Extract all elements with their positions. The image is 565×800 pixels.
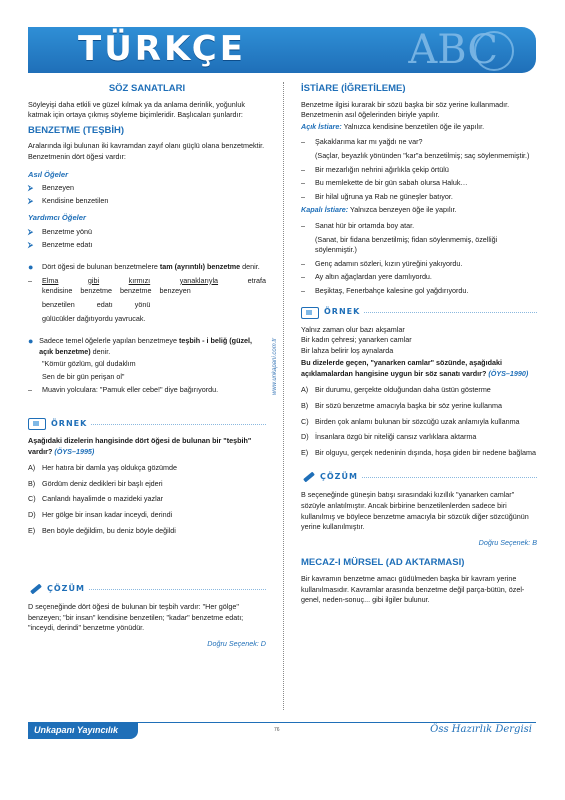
option-text: Ben böyle değildim, bu deniz böyle değildi [42, 525, 176, 535]
answer-option [301, 417, 537, 428]
list-item: ⮚ Kendisine benzetilen [28, 195, 109, 205]
option-text: İnsanlara özgü bir niteliği cansız varlıklara aktarma [315, 432, 477, 442]
answer-option [28, 494, 266, 505]
example-row: kendisine benzetme benzetme benzeyen [42, 286, 191, 296]
publisher-logo: Unkapanı Yayıncılık [28, 723, 138, 739]
page-footer [28, 722, 536, 740]
cozum-header: ÇÖZÜM [301, 470, 537, 484]
option-key: D) [301, 432, 309, 442]
answer-option [301, 385, 537, 396]
poem-line: Bir kadın çehresi; yanarken camlar [301, 335, 412, 345]
note: (Saçlar, beyazlık yönünden "kar"a benzetilmiş; saç söylenmemiştir.) [315, 150, 530, 160]
list-item: – Beşiktaş, Fenerbahçe kalesine gol yağdırıyordu. [301, 285, 469, 295]
answer-option [301, 432, 537, 443]
yardimci-heading: Yardımcı Öğeler [28, 213, 86, 223]
answer-option [301, 401, 537, 412]
note: (Sanat, bir fidana benzetilmiş; fidan söylenmemiş, özelliği söylenmiştir.) [315, 234, 498, 255]
pencil-icon [301, 470, 315, 484]
options-list [28, 463, 266, 536]
option-text: Birden çok anlamı bulunan bir sözcüğü uzak anlamıyla kullanma [315, 416, 520, 426]
example-row: benzetilen edatı yönü [42, 299, 151, 309]
list-item: – Sanat hür bir ortamda boy atar. [301, 220, 415, 230]
istiare-heading: İSTİARE (İĞRETİLEME) [301, 83, 406, 94]
ornek-header: ÖRNEK [28, 418, 266, 430]
option-key: A) [301, 385, 309, 395]
option-key: E) [28, 525, 36, 535]
benzetme-text: Aralarında ilgi bulunan iki kavramdan zayıf olanı güçlü olana benzetmektir. Benzetmenin dört öğesi vardır: [28, 141, 265, 161]
series-title: Öss Hazırlık Dergisi [430, 724, 532, 735]
example-item: – Elma gibi kırmızı yanaklarıyla etrafa kendisine benzetme benzetme benzeyen benzetilen edatı yönü [28, 275, 266, 309]
bullet-item: ● Sadece temel öğelerle yapılan benzetmeye teşbih - i beliğ (güzel, açık benzetme) denir. [28, 336, 253, 356]
section-heading: SÖZ SANATLARI [108, 83, 186, 94]
list-item: ⮚ Benzetme yönü [28, 226, 92, 236]
poem-line: Yalnız zaman olur bazı akşamlar [301, 324, 405, 334]
ornek-header: ÖRNEK [301, 307, 537, 319]
option-text: Canlandı hayalimde o mazideki yazlar [42, 494, 164, 504]
list-item: – Genç adamın sözleri, kızın yüreğini yakıyordu. [301, 258, 463, 268]
example-line: – Muavin yolculara: "Pamuk eller cebe!" diye bağırıyordu. [28, 385, 219, 395]
header-banner [28, 27, 536, 73]
option-key: B) [28, 478, 36, 488]
arrow-icon: ⮚ [28, 183, 34, 193]
option-key: E) [301, 447, 309, 457]
list-item: ⮚ Benzeyen [28, 183, 74, 193]
right-column [301, 82, 537, 611]
mecaz-heading: MECAZ-I MÜRSEL (AD AKTARMASI) [301, 557, 465, 569]
intro-text: Söyleyişi daha etkili ve güzel kılmak ya da anlama derinlik, yoğunluk katmak için ortaya çıkmış söyleme biçimleridir. Başlıcaları şunlardır: [28, 99, 245, 120]
option-key: D) [28, 510, 36, 520]
arrow-icon: ⮚ [28, 226, 34, 236]
option-text: Bir durumu, gerçekte olduğundan daha üstün gösterme [315, 385, 491, 395]
example-icon [301, 307, 319, 319]
example-icon [28, 418, 46, 430]
options-list [301, 385, 537, 458]
solution-text: D seçeneğinde dört öğesi de bulunan bir teşbih vardır: "Her gölge" benzeyen; "bir insan" kendisine benzetilen; "kadar" benzetme edatı; "inceydi, derindi" benzetme yönüdür. [28, 602, 244, 633]
sidebar-url: www.unkapani.com.tr [272, 337, 278, 395]
answer-option [28, 526, 266, 537]
example-line: Sen de bir gün perişan ol" [42, 371, 125, 381]
benzetme-heading: BENZETME (TEŞBİH) [28, 124, 125, 136]
question: Bu dizelerde geçen, "yanarken camlar" sözünde, aşağıdaki açıklamalardan hangisine uygun bir söz sanatı vardır? (ÖYS–1990) [301, 358, 529, 378]
list-item: – Ay altın ağaçlardan yere damlıyordu. [301, 272, 432, 282]
bullet-icon: ● [28, 336, 34, 347]
solution-text: B seçeneğinde güneşin batışı sırasındaki kızıllık "yanarken camlar" sözüyle anlatılmıştır. Ancak birbirine benzetilenlerden sadece biri kullanılmış ve böylece benzetme amacıyla bir sözcük diğer sözcüğünün yerine kullanılmıştır. [301, 490, 529, 532]
list-item: – Bir mezarlığın nehrini ağırlıkla çekip örtülü [301, 164, 449, 174]
answer-option [28, 510, 266, 521]
answer-label: Doğru Seçenek: B [478, 537, 537, 547]
answer-label: Doğru Seçenek: D [207, 639, 266, 648]
example-line: "Kömür gözlüm, gül dudaklım [42, 359, 136, 369]
list-item: – Şakaklarıma kar mı yağdı ne var? [301, 137, 423, 147]
column-divider [283, 82, 284, 710]
question: Aşağıdaki dizelerin hangisinde dört öğesi de bulunan bir "teşbih" vardır? (ÖYS–1995) [28, 436, 252, 456]
option-key: C) [28, 494, 36, 504]
bullet-icon: ● [28, 262, 34, 273]
kapali-line: Kapalı İstiare: Yalnızca benzeyen öğe ile yapılır. [301, 205, 457, 215]
list-item: ⮚ Benzetme edatı [28, 239, 93, 249]
option-text: Her gölge bir insan kadar inceydi, derindi [42, 510, 173, 520]
abc-logo: ABC [408, 27, 498, 73]
page-number: 76 [274, 727, 280, 733]
subject-title: TÜRKÇE [78, 29, 246, 69]
list-item: – Bu memlekette de bir gün sabah olursa Haluk… [301, 178, 468, 188]
arrow-icon: ⮚ [28, 195, 34, 205]
pencil-icon [28, 582, 42, 596]
option-text: Gördüm deniz dedikleri bir başlı ejderi [42, 478, 163, 488]
option-text: Bir sözü benzetme amacıyla başka bir söz yerine kullanma [315, 401, 502, 411]
option-key: C) [301, 416, 309, 426]
arrow-icon: ⮚ [28, 239, 34, 249]
poem-line: Bir lahza belirir loş aynalarda [301, 345, 394, 355]
cozum-header: ÇÖZÜM [28, 582, 266, 596]
example-row: gülücükler dağıtıyordu yavrucak. [42, 313, 146, 323]
istiare-intro: Benzetme ilgisi kurarak bir sözü başka bir söz yerine kullanmadır. Benzetmenin asıl öğelerinden biriyle yapılır. [301, 99, 510, 120]
list-item: – Bir hilal uğruna ya Rab ne güneşler batıyor. [301, 191, 453, 201]
answer-option [28, 479, 266, 490]
option-key: A) [28, 463, 36, 473]
acik-line: Açık İstiare: Yalnızca kendisine benzetilen öğe ile yapılır. [301, 121, 485, 131]
example-row: Elma gibi kırmızı yanaklarıyla etrafa [42, 275, 266, 285]
left-column [28, 82, 266, 650]
answer-option [28, 463, 266, 474]
answer-option [301, 448, 537, 459]
option-text: Her hatıra bir damla yaş oldukça gözümde [42, 463, 178, 473]
bullet-item: ● Dört öğesi de bulunan benzetmelere tam (ayrıntılı) benzetme denir. [28, 262, 260, 273]
option-key: B) [301, 401, 309, 411]
mecaz-text: Bir kavramın benzetme amacı güdülmeden başka bir kavram yerine kullanılmasıdır. Kavramlar arasında benzetme değil parça-bütün, özel-genel, neden-sonuç... gibi ilgiler bulunur. [301, 574, 525, 605]
option-text: Bir olguyu, gerçek nedeninin dışında, hoşa giden bir nedene bağlama [315, 447, 536, 457]
asil-heading: Asıl Öğeler [28, 169, 69, 179]
